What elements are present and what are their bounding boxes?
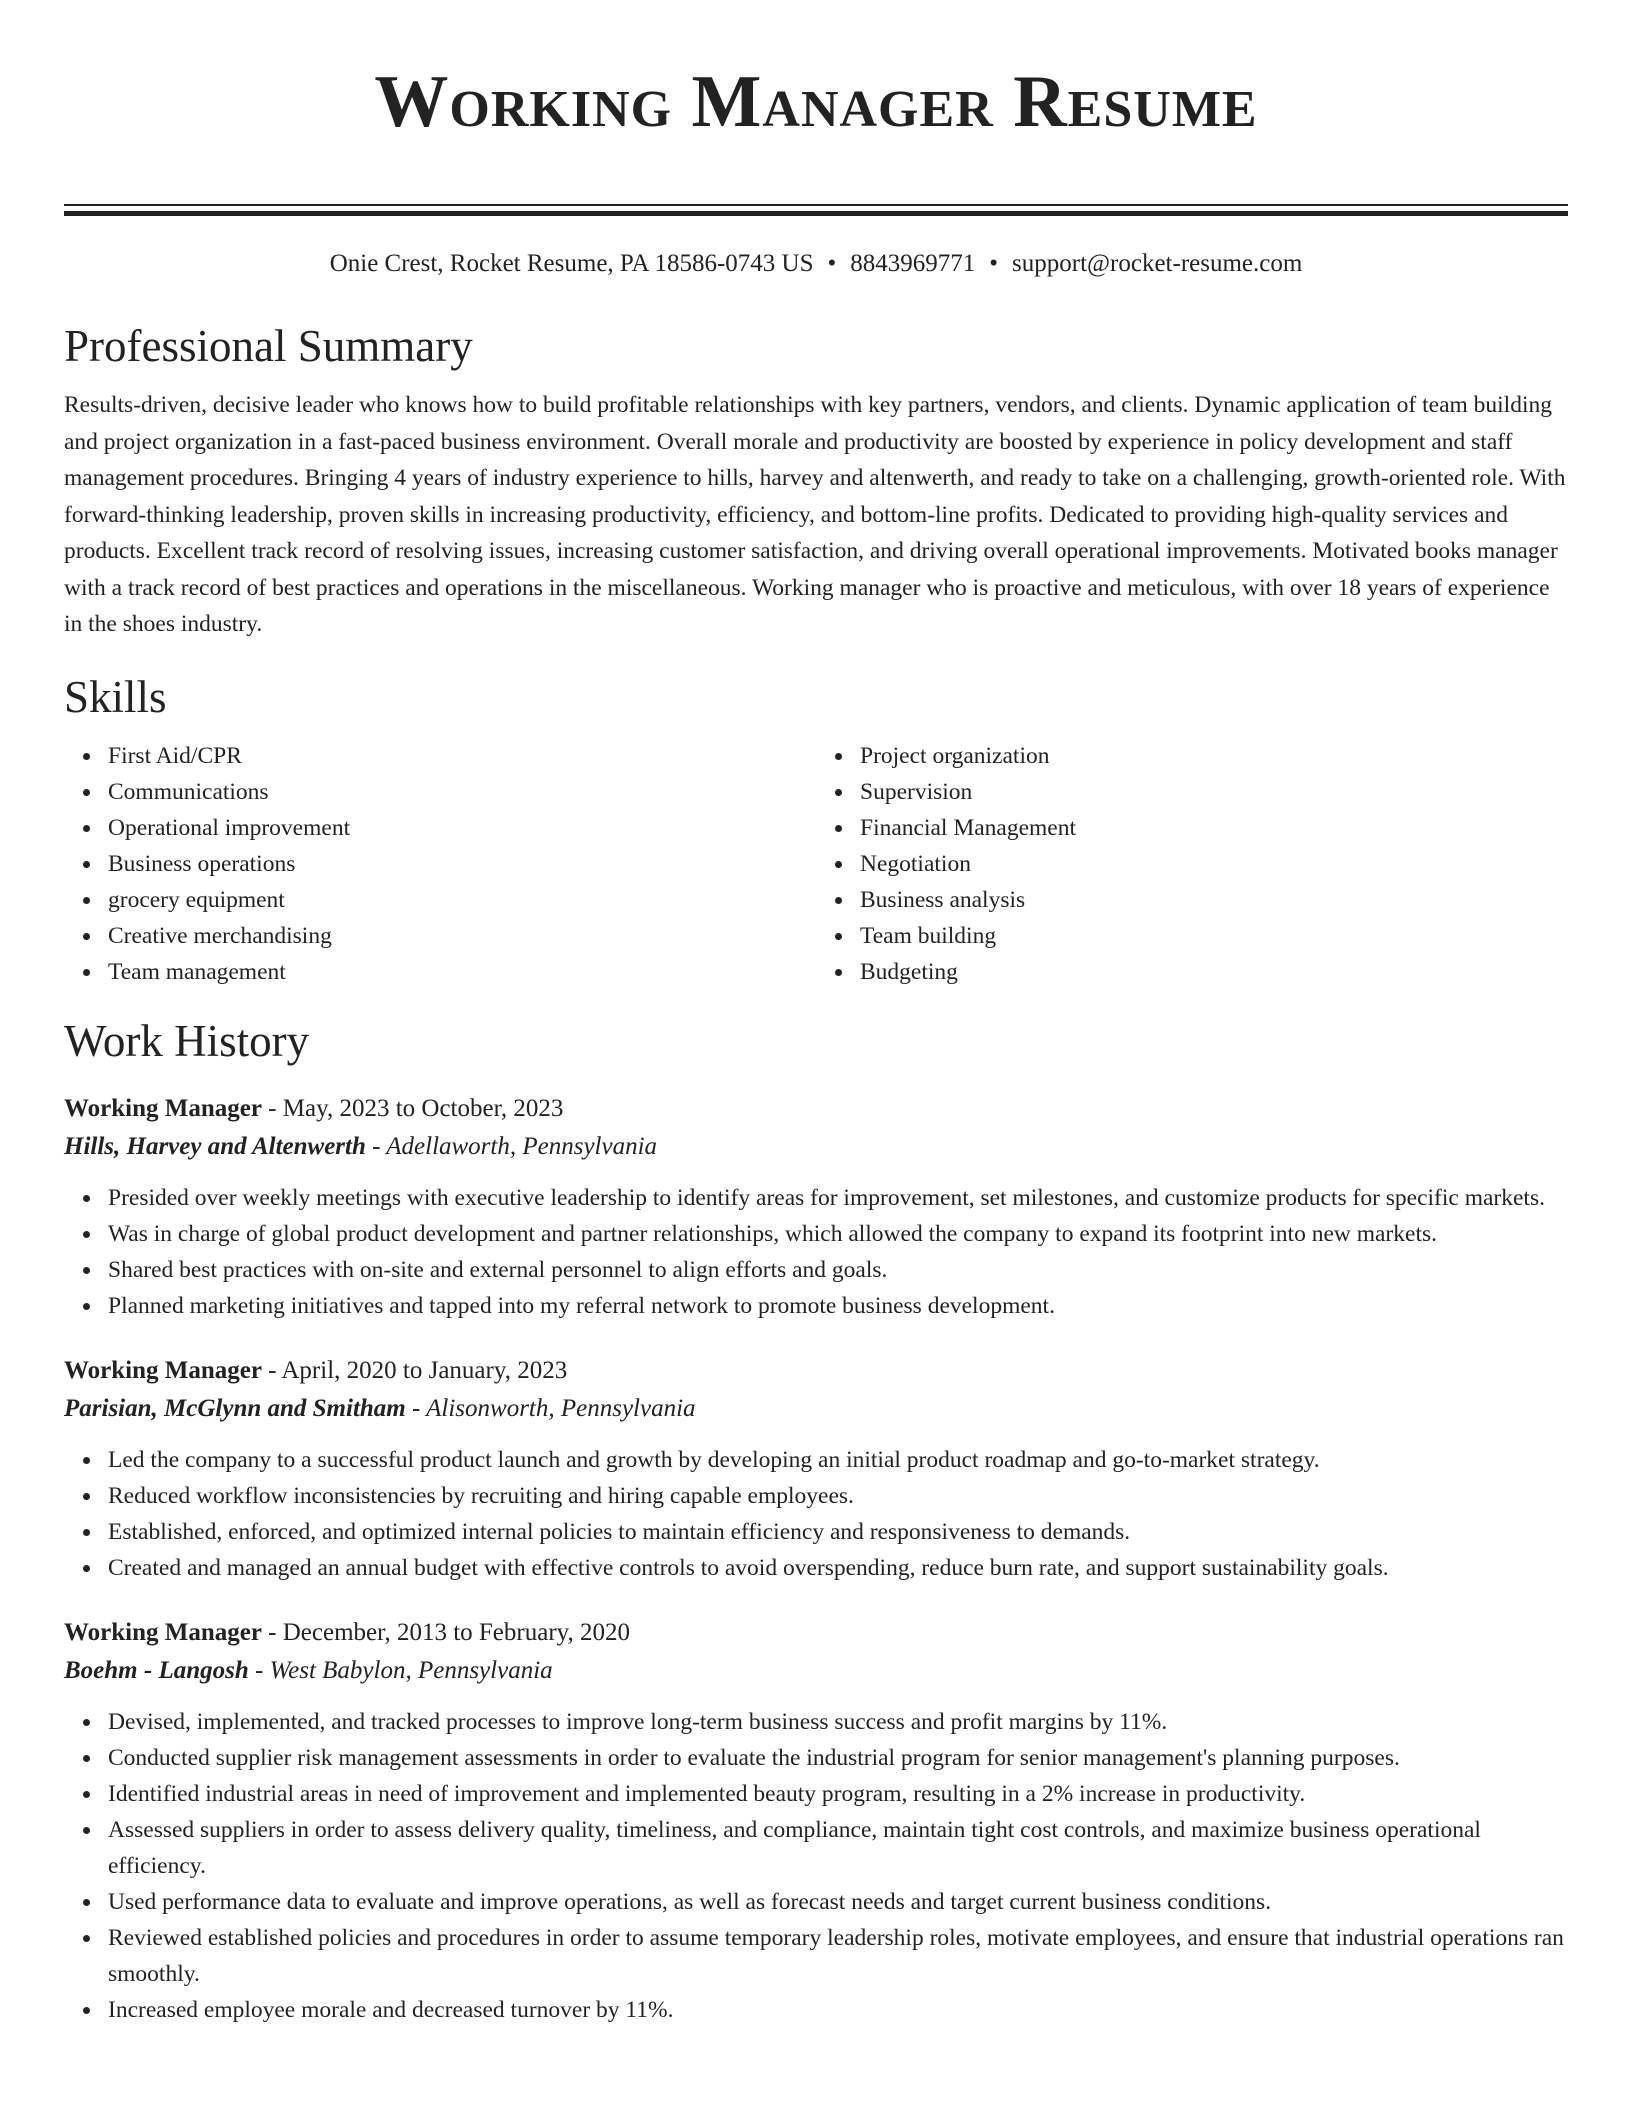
skill-item: Project organization bbox=[860, 738, 1568, 774]
skills-column-left bbox=[64, 738, 816, 990]
job-location: Adellaworth, Pennsylvania bbox=[386, 1132, 658, 1160]
job-company-line bbox=[64, 1128, 1568, 1166]
resume-title: Working Manager Resume bbox=[374, 61, 1258, 143]
job-dash: - bbox=[248, 1656, 270, 1684]
skills-column-right bbox=[816, 738, 1568, 990]
job-company-line bbox=[64, 1390, 1568, 1428]
contact-phone: 8843969771 bbox=[850, 250, 976, 277]
job-bullets bbox=[64, 1442, 1568, 1586]
contact-separator: • bbox=[827, 250, 837, 277]
skill-item: Financial Management bbox=[860, 810, 1568, 846]
job-bullet: Was in charge of global product development and partner relationships, which allowed the company to expand its footprint into new markets. bbox=[108, 1216, 1568, 1252]
job-company: Boehm - Langosh bbox=[64, 1656, 249, 1684]
contact-address: Onie Crest, Rocket Resume, PA 18586-0743 US bbox=[329, 250, 814, 277]
job-bullet: Increased employee morale and decreased turnover by 11%. bbox=[108, 1992, 1568, 2028]
job-entry bbox=[64, 1614, 1568, 2028]
skill-item: Team building bbox=[860, 918, 1568, 954]
job-bullet: Used performance data to evaluate and improve operations, as well as forecast needs and target current business conditions. bbox=[108, 1884, 1568, 1920]
skill-item: Supervision bbox=[860, 774, 1568, 810]
job-bullet: Shared best practices with on-site and external personnel to align efforts and goals. bbox=[108, 1252, 1568, 1288]
contact-line bbox=[64, 248, 1568, 280]
summary-text: Results-driven, decisive leader who knows how to build profitable relationships with key partners, vendors, and clients. Dynamic application of team building and project organization in a fast-paced business environment. Overall morale and productivity are boosted by experience in policy development and staff management procedures. Bringing 4 years of industry experience to hills, harvey and altenwerth, and ready to take on a challenging, growth-oriented role. With forward-thinking leadership, proven skills in increasing productivity, efficiency, and bottom-line profits. Dedicated to providing high-quality services and products. Excellent track record of resolving issues, increasing customer satisfaction, and driving overall operational improvements. Motivated books manager with a track record of best practices and operations in the miscellaneous. Working manager who is proactive and meticulous, with over 18 years of experience in the shoes industry. bbox=[64, 392, 1566, 637]
job-dash: - bbox=[261, 1356, 282, 1384]
job-title-line bbox=[64, 1090, 1568, 1128]
job-role: Working Manager bbox=[64, 1356, 262, 1384]
job-bullet: Identified industrial areas in need of improvement and implemented beauty program, resulting in a 2% increase in productivity. bbox=[108, 1776, 1568, 1812]
contact-separator: • bbox=[989, 250, 999, 277]
job-company: Parisian, McGlynn and Smitham bbox=[64, 1394, 406, 1422]
job-bullets bbox=[64, 1704, 1568, 2028]
skill-item: Negotiation bbox=[860, 846, 1568, 882]
job-title-line bbox=[64, 1614, 1568, 1652]
job-dates: April, 2020 to January, 2023 bbox=[281, 1356, 568, 1384]
job-bullet: Assessed suppliers in order to assess delivery quality, timeliness, and compliance, maintain tight cost controls, and maximize business operational efficiency. bbox=[108, 1812, 1568, 1884]
skill-item: Creative merchandising bbox=[108, 918, 816, 954]
skill-item: Business operations bbox=[108, 846, 816, 882]
job-bullet: Presided over weekly meetings with executive leadership to identify areas for improvement, set milestones, and customize products for specific markets. bbox=[108, 1180, 1568, 1216]
job-location: Alisonworth, Pennsylvania bbox=[426, 1394, 696, 1422]
job-bullet: Conducted supplier risk management assessments in order to evaluate the industrial program for senior management's planning purposes. bbox=[108, 1740, 1568, 1776]
header-divider-thin bbox=[64, 204, 1568, 206]
job-company: Hills, Harvey and Altenwerth bbox=[64, 1132, 366, 1160]
skill-item: grocery equipment bbox=[108, 882, 816, 918]
job-dates: May, 2023 to October, 2023 bbox=[282, 1094, 564, 1122]
header-divider-thick bbox=[64, 211, 1568, 216]
job-bullets bbox=[64, 1180, 1568, 1324]
job-bullet: Led the company to a successful product launch and growth by developing an initial product roadmap and go-to-market strategy. bbox=[108, 1442, 1568, 1478]
job-role: Working Manager bbox=[64, 1094, 262, 1122]
skill-item: Team management bbox=[108, 954, 816, 990]
job-dates: December, 2013 to February, 2020 bbox=[282, 1618, 631, 1646]
job-bullet: Established, enforced, and optimized internal policies to maintain efficiency and responsiveness to demands. bbox=[108, 1514, 1568, 1550]
skill-item: Operational improvement bbox=[108, 810, 816, 846]
skills-list bbox=[64, 738, 1568, 990]
job-title-line bbox=[64, 1352, 1568, 1390]
work-history-heading: Work History bbox=[64, 1015, 310, 1066]
job-bullet: Devised, implemented, and tracked processes to improve long-term business success and profit margins by 11%. bbox=[108, 1704, 1568, 1740]
job-bullet: Planned marketing initiatives and tapped into my referral network to promote business development. bbox=[108, 1288, 1568, 1324]
job-location: West Babylon, Pennsylvania bbox=[269, 1656, 553, 1684]
job-entry bbox=[64, 1090, 1568, 1324]
skill-item: First Aid/CPR bbox=[108, 738, 816, 774]
skill-item: Budgeting bbox=[860, 954, 1568, 990]
job-entry bbox=[64, 1352, 1568, 1586]
skill-item: Business analysis bbox=[860, 882, 1568, 918]
job-bullet: Created and managed an annual budget with effective controls to avoid overspending, reduce burn rate, and support sustainability goals. bbox=[108, 1550, 1568, 1586]
job-bullet: Reduced workflow inconsistencies by recruiting and hiring capable employees. bbox=[108, 1478, 1568, 1514]
job-dash: - bbox=[365, 1132, 387, 1160]
summary-heading: Professional Summary bbox=[64, 321, 473, 371]
job-role: Working Manager bbox=[64, 1618, 262, 1646]
skill-item: Communications bbox=[108, 774, 816, 810]
skills-heading: Skills bbox=[64, 671, 167, 722]
job-dash: - bbox=[261, 1094, 283, 1122]
job-bullet: Reviewed established policies and procedures in order to assume temporary leadership roles, motivate employees, and ensure that industrial operations ran smoothly. bbox=[108, 1920, 1568, 1992]
job-company-line bbox=[64, 1652, 1568, 1690]
contact-email: support@rocket-resume.com bbox=[1012, 250, 1303, 277]
job-dash: - bbox=[261, 1618, 283, 1646]
job-dash: - bbox=[405, 1394, 427, 1422]
